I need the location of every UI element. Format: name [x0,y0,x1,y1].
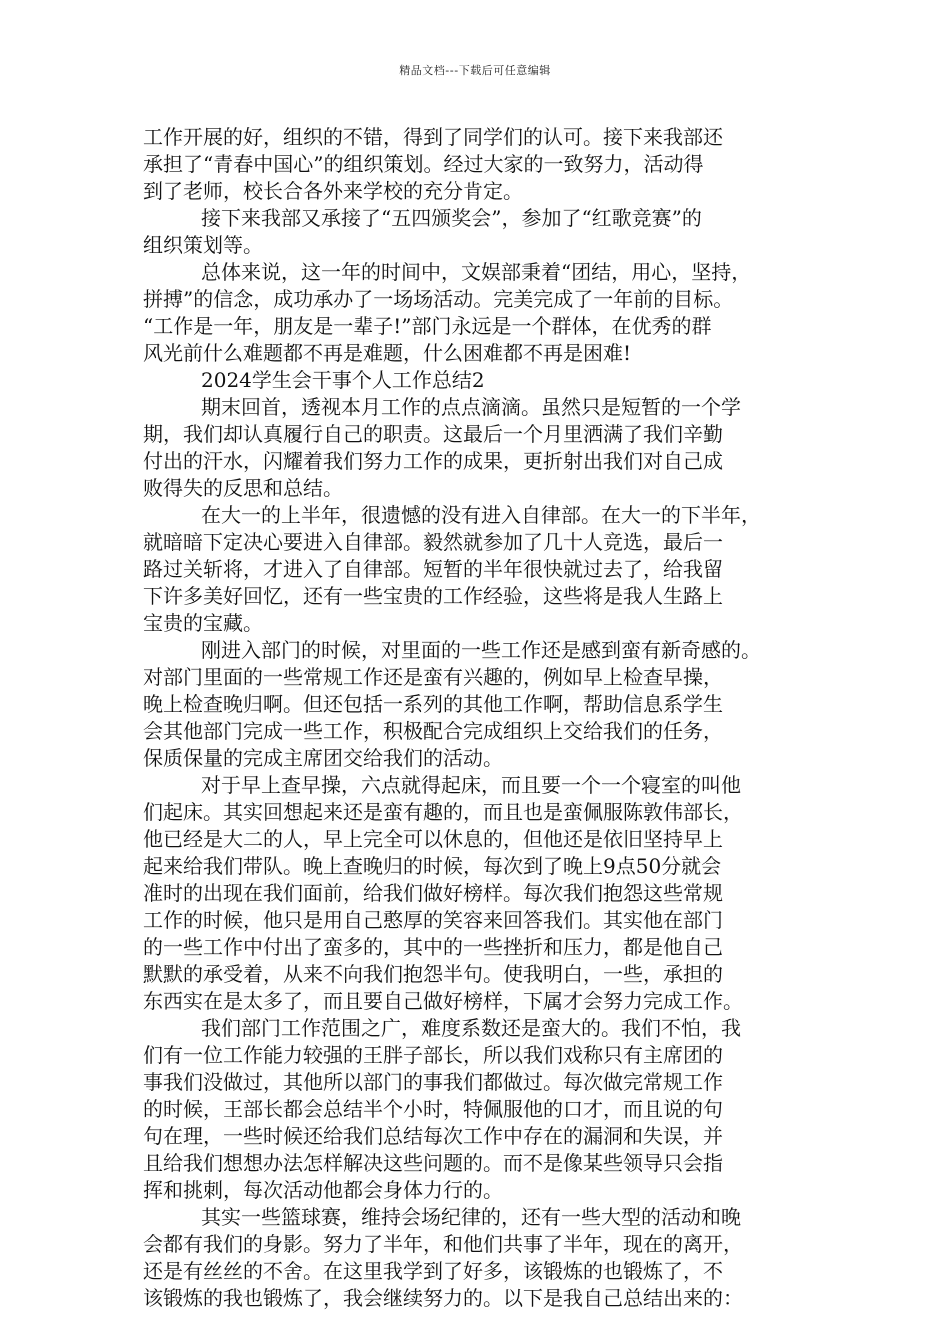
text-line: 挥和挑刺，每次活动他都会身体力行的。 [143,1178,503,1202]
text-line: 准时的出现在我们面前，给我们做好榜样。每次我们抱怨这些常规 [143,881,723,905]
text-line: “工作是一年，朋友是一辈子!”部门永远是一个群体，在优秀的群 [143,314,712,338]
text-line: 就暗暗下定决心要进入自律部。毅然就参加了几十人竞选，最后一 [143,530,723,554]
text-line: 到了老师，校长合各外来学校的充分肯定。 [143,179,523,203]
text-line: 败得失的反思和总结。 [143,476,343,500]
text-line: 且给我们想想办法怎样解决这些问题的。而不是像某些领导只会指 [143,1151,723,1175]
text-line: 起来给我们带队。晚上查晚归的时候，每次到了晚上9点50分就会 [143,854,722,878]
text-line: 该锻炼的我也锻炼了，我会继续努力的。以下是我自己总结出来的： [143,1286,743,1310]
text-line: 们有一位工作能力较强的王胖子部长，所以我们戏称只有主席团的 [143,1043,723,1067]
text-line: 事我们没做过，其他所以部门的事我们都做过。每次做完常规工作 [143,1070,723,1094]
text-line: 句在理，一些时候还给我们总结每次工作中存在的漏洞和失误，并 [143,1124,723,1148]
text-line: 的一些工作中付出了蛮多的，其中的一些挫折和压力，都是他自己 [143,935,723,959]
text-line: 们起床。其实回想起来还是蛮有趣的，而且也是蛮佩服陈敦伟部长， [143,800,743,824]
text-line: 其实一些篮球赛，维持会场纪律的，还有一些大型的活动和晚 [201,1205,741,1229]
text-line: 对部门里面的一些常规工作还是蛮有兴趣的，例如早上检查早操， [143,665,723,689]
text-line: 工作开展的好，组织的不错，得到了同学们的认可。接下来我部还 [143,125,723,149]
text-line: 的时候，王部长都会总结半个小时，特佩服他的口才，而且说的句 [143,1097,723,1121]
text-line: 下许多美好回忆，还有一些宝贵的工作经验，这些将是我人生路上 [143,584,723,608]
text-line: 付出的汗水，闪耀着我们努力工作的成果，更折射出我们对自己成 [143,449,723,473]
text-line: 保质保量的完成主席团交给我们的活动。 [143,746,503,770]
text-line: 会其他部门完成一些工作，积极配合完成组织上交给我们的任务， [143,719,723,743]
text-line: 他已经是大二的人，早上完全可以休息的，但他还是依旧坚持早上 [143,827,723,851]
text-line: 承担了“青春中国心”的组织策划。经过大家的一致努力，活动得 [143,152,704,176]
text-line: 我们部门工作范围之广，难度系数还是蛮大的。我们不怕，我 [201,1016,741,1040]
text-line: 总体来说，这一年的时间中，文娱部秉着“团结，用心，坚持， [201,260,752,284]
text-line: 接下来我部又承接了“五四颁奖会”，参加了“红歌竞赛”的 [201,206,702,230]
document-body [143,124,808,1312]
text-line: 刚进入部门的时候，对里面的一些工作还是感到蛮有新奇感的。 [201,638,761,662]
text-line: 路过关斩将，才进入了自律部。短暂的半年很快就过去了，给我留 [143,557,723,581]
text-line: 风光前什么难题都不再是难题，什么困难都不再是困难! [143,341,632,365]
page-header: 精品文档---下载后可任意编辑 [399,64,551,77]
text-line: 工作的时候，他只是用自己憨厚的笑容来回答我们。其实他在部门 [143,908,723,932]
text-line: 期末回首，透视本月工作的点点滴滴。虽然只是短暂的一个学 [201,395,741,419]
text-line: 晚上检查晚归啊。但还包括一系列的其他工作啊，帮助信息系学生 [143,692,723,716]
text-line: 默默的承受着，从来不向我们抱怨半句。使我明白，一些，承担的 [143,962,723,986]
text-line: 拼搏”的信念，成功承办了一场场活动。完美完成了一年前的目标。 [143,287,734,311]
text-line: 会都有我们的身影。努力了半年，和他们共事了半年，现在的离开， [143,1232,743,1256]
text-line: 期，我们却认真履行自己的职责。这最后一个月里洒满了我们辛勤 [143,422,723,446]
text-line: 在大一的上半年，很遗憾的没有进入自律部。在大一的下半年， [201,503,761,527]
text-line: 宝贵的宝藏。 [143,611,263,635]
text-line: 东西实在是太多了，而且要自己做好榜样，下属才会努力完成工作。 [143,989,743,1013]
text-line: 还是有丝丝的不舍。在这里我学到了好多，该锻炼的也锻炼了，不 [143,1259,723,1283]
text-line: 组织策划等。 [143,233,263,257]
text-line: 2024学生会干事个人工作总结2 [201,368,485,392]
text-line: 对于早上查早操，六点就得起床，而且要一个一个寝室的叫他 [201,773,741,797]
